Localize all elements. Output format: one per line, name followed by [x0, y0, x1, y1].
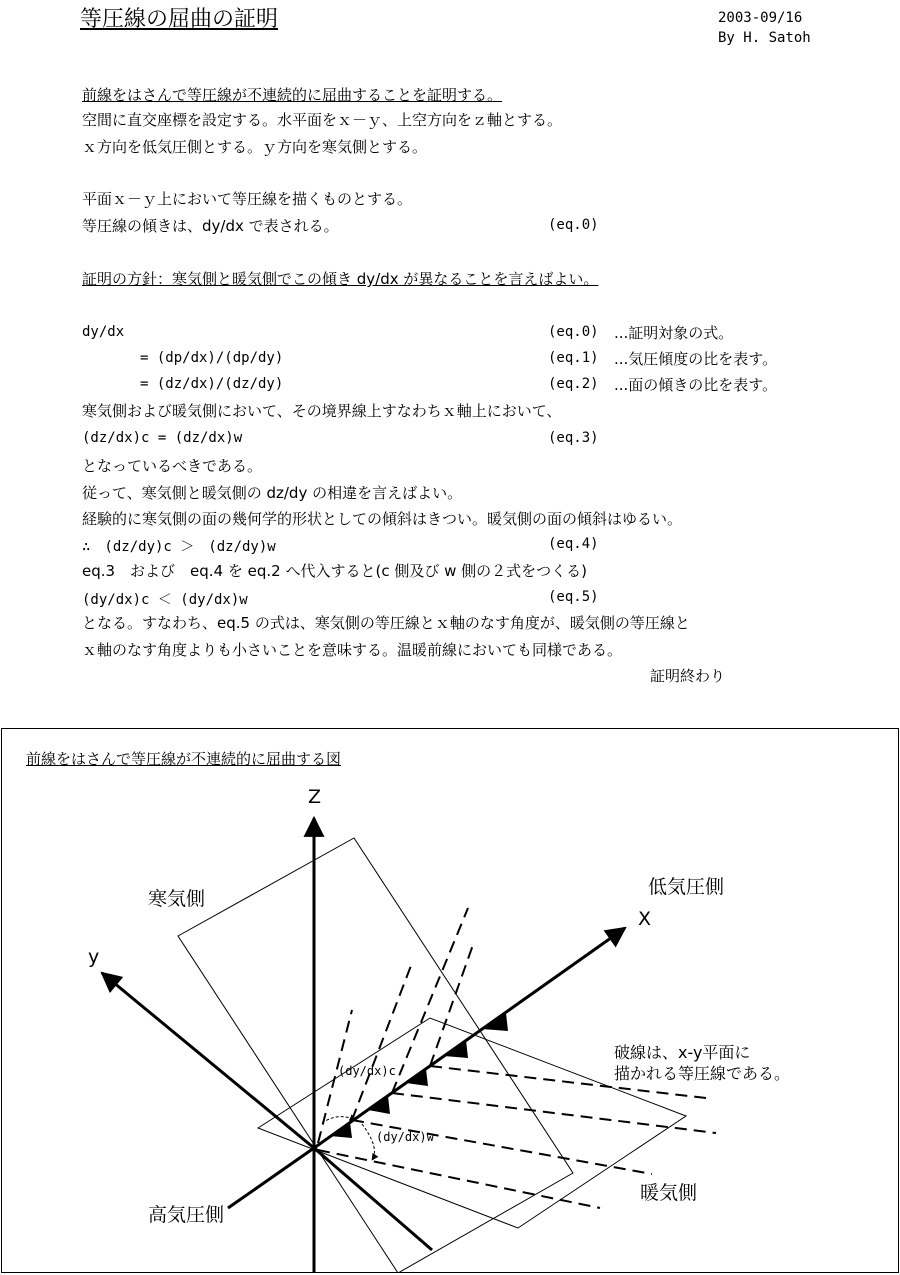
eq-line-1-note: ...気圧傾度の比を表す。 [614, 350, 778, 368]
paragraph-slope: 等圧線の傾きは、dy/dx で表される。 [82, 217, 339, 235]
paragraph-should-be: となっているべきである。 [82, 457, 263, 475]
eq3-lhs: (dz/dx)c = (dz/dx)w [82, 430, 243, 446]
eq5-tag: (eq.5) [548, 589, 599, 605]
note-line-2: 描かれる等圧線である。 [614, 1064, 791, 1083]
intro-heading: 前線をはさんで等圧線が不連続的に屈曲することを証明する。 [82, 86, 503, 104]
proof-end: 証明終わり [650, 667, 726, 685]
warm-side-label: 暖気側 [640, 1182, 698, 1204]
eq-line-1-lhs: = (dp/dx)/(dp/dy) [140, 350, 284, 366]
front-triangle-3 [406, 1069, 428, 1086]
slope-w-label: (dy/dx)w [376, 1130, 434, 1144]
eq-line-0-note: ...証明対象の式。 [614, 324, 734, 342]
cold-front-plane [178, 838, 573, 1273]
high-pressure-label: 高気圧側 [148, 1204, 225, 1226]
x-axis-negative [228, 1148, 314, 1208]
isobar-warm-3 [392, 1093, 716, 1133]
paragraph-therefore: 従って、寒気側と暖気側の dz/dy の相違を言えばよい。 [82, 484, 463, 502]
eq-tag-0: (eq.0) [548, 217, 599, 233]
eq-line-2-note: ...面の傾きの比を表す。 [614, 376, 778, 394]
author: By H. Satoh [718, 30, 811, 46]
paragraph-plane: 平面ｘ－ｙ上において等圧線を描くものとする。 [82, 190, 413, 208]
page-title: 等圧線の屈曲の証明 [80, 7, 279, 32]
z-axis-label: Z [308, 786, 322, 808]
eq3-tag: (eq.3) [548, 430, 599, 446]
y-axis [102, 973, 314, 1148]
front-triangle-2 [368, 1096, 390, 1114]
eq4-tag: (eq.4) [548, 536, 599, 552]
isobar-cold-4 [430, 942, 474, 1066]
low-pressure-label: 低気圧側 [648, 876, 725, 898]
x-axis-label: X [638, 908, 652, 930]
slope-c-label: (dy/dx)c [338, 1064, 396, 1078]
date: 2003-09/16 [718, 10, 803, 26]
paragraph-coords: 空間に直交座標を設定する。水平面をｘ－ｙ、上空方向をｚ軸とする。 [82, 111, 563, 129]
paragraph-boundary: 寒気側および暖気側において、その境界線上すなわちｘ軸上において、 [82, 402, 562, 420]
front-triangle-5 [482, 1013, 508, 1031]
figure-title: 前線をはさんで等圧線が不連続的に屈曲する図 [26, 750, 342, 768]
front-diagram [0, 728, 900, 1273]
eq-line-0-lhs: dy/dx [82, 324, 125, 340]
isobar-cold-2 [352, 963, 412, 1120]
front-triangle-4 [444, 1040, 468, 1058]
eq4-lhs: ∴ (dz/dy)c ＞ (dz/dy)w [82, 539, 276, 555]
eq5-lhs: (dy/dx)c ＜ (dy/dx)w [82, 592, 248, 608]
cold-side-label: 寒気側 [148, 888, 206, 910]
x-axis [314, 928, 625, 1148]
front-triangle-1 [330, 1122, 352, 1138]
paragraph-empirical: 経験的に寒気側の面の幾何学的形状としての傾斜はきつい。暖気側の面の傾斜はゆるい。 [82, 510, 683, 528]
paragraph-meaning-2: ｘ軸のなす角度よりも小さいことを意味する。温暖前線においても同様である。 [82, 641, 623, 659]
paragraph-substitute: eq.3 および eq.4 を eq.2 へ代入すると(c 側及び w 側の２式をつくる) [82, 562, 588, 580]
proof-policy: 証明の方針：寒気側と暖気側でこの傾き dy/dx が異なることを言えばよい。 [82, 270, 599, 288]
paragraph-directions: ｘ方向を低気圧側とする。ｙ方向を寒気側とする。 [82, 138, 428, 156]
eq-line-2-tag: (eq.2) [548, 376, 599, 392]
eq-line-1-tag: (eq.1) [548, 350, 599, 366]
y-axis-label: y [88, 946, 100, 968]
angle-arc-w [362, 1124, 374, 1160]
eq-line-2-lhs: = (dz/dx)/(dz/dy) [140, 376, 284, 392]
paragraph-meaning-1: となる。すなわち、eq.5 の式は、寒気側の等圧線とｘ軸のなす角度が、暖気側の等圧線と [82, 614, 690, 632]
eq-line-0-tag: (eq.0) [548, 324, 599, 340]
isobar-warm-1 [318, 1150, 600, 1208]
note-line-1: 破線は、x-y平面に [614, 1043, 751, 1062]
